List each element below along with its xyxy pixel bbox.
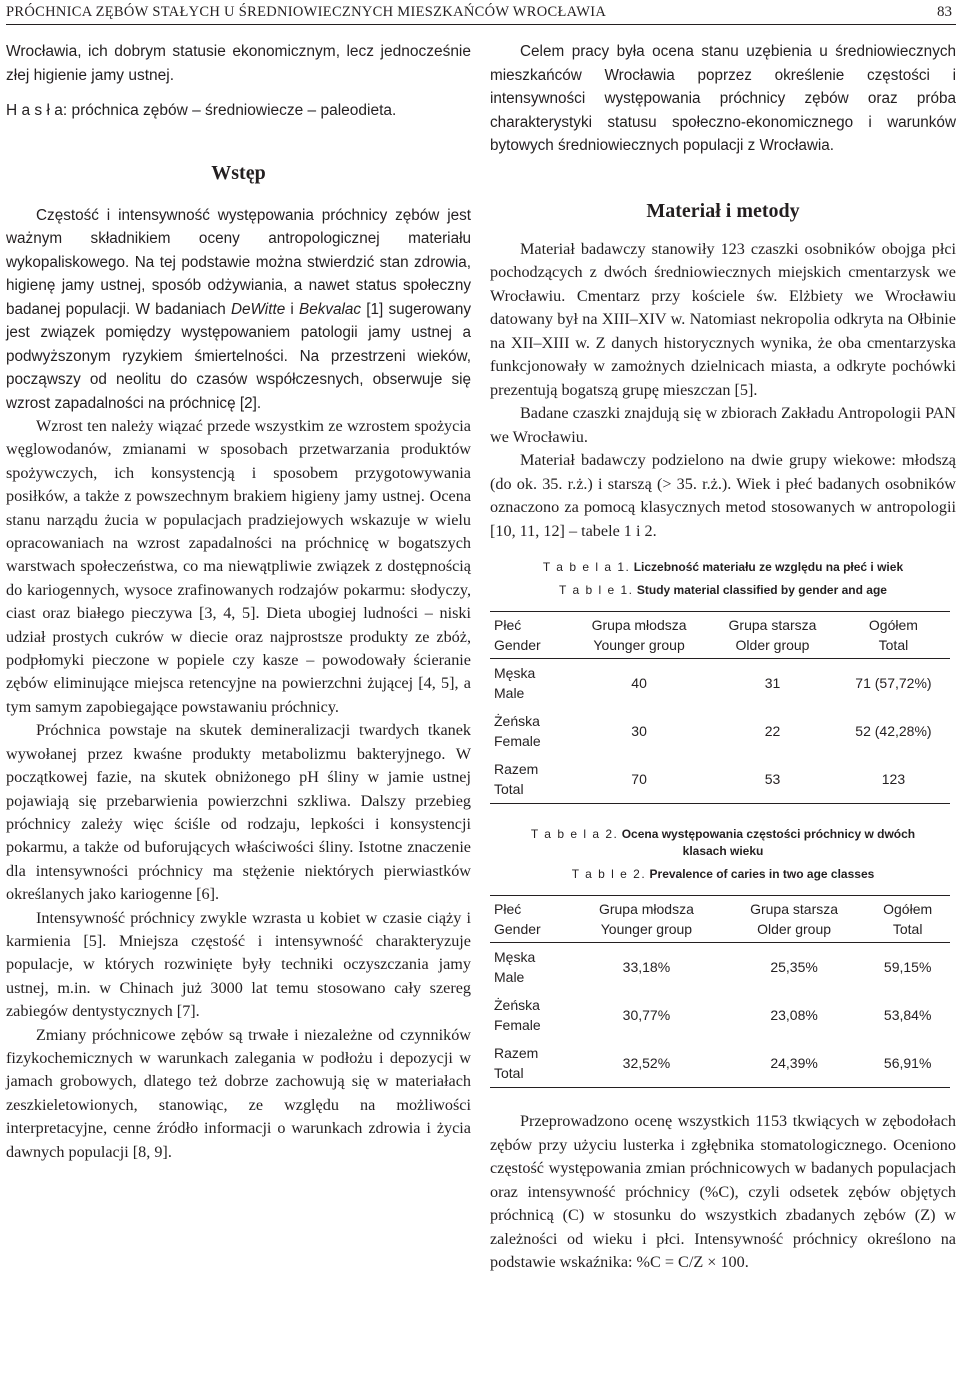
column-header-pl: Grupa młodsza bbox=[591, 617, 687, 633]
table-cell: 30 bbox=[631, 723, 647, 739]
column-header-en: Total bbox=[892, 921, 923, 937]
table-cell: 52 (42,28%) bbox=[855, 723, 932, 739]
p1-text-b: [1] sugerowany jest związek pomiędzy występowaniem patologii jamy ustnej a podwyższonym ryzykiem śmiertelności. Na przestrzeni wieków, począwszy od neolitu do czasów współczesnych, obserwuje się wzrost zapadalności na próchnicę [2]. bbox=[6, 300, 471, 412]
column-header-pl: Płeć bbox=[494, 617, 522, 633]
table-cell: 23,08% bbox=[770, 1007, 818, 1023]
table-1 bbox=[490, 611, 950, 804]
keywords-text: próchnica zębów – średniowiecze – paleodieta. bbox=[71, 102, 397, 119]
row-label-pl: Razem bbox=[494, 1045, 539, 1061]
row-label-en: Female bbox=[494, 1017, 541, 1033]
row-label bbox=[490, 659, 570, 708]
row-label bbox=[490, 991, 570, 1039]
column-header-en: Total bbox=[878, 637, 909, 653]
column-header bbox=[708, 612, 837, 659]
p1-text-a: Częstość i intensywność występowania próchnicy zębów jest ważnym składnikiem oceny antropologicznej materiału wykopaliskowego. Na tej podstawie można stwierdzić stan zdrowia, higienę jamy ustnej, sposób odżywiania, a nawet status społeczny badanej populacji. W badaniach bbox=[6, 206, 471, 318]
author-dewitte: DeWitte bbox=[230, 300, 286, 318]
row-label-pl: Razem bbox=[494, 761, 539, 777]
table-2-caption bbox=[490, 826, 956, 883]
row-label-pl: Męska bbox=[494, 665, 536, 681]
column-header-pl: Ogółem bbox=[868, 617, 918, 633]
running-header bbox=[6, 4, 956, 25]
table-header-row bbox=[490, 612, 950, 659]
table-cell: 70 bbox=[570, 755, 708, 804]
keywords-label: H a s ł a: bbox=[6, 102, 68, 119]
column-header bbox=[837, 612, 950, 659]
right-column bbox=[490, 40, 956, 1275]
column-header-en: Younger group bbox=[600, 921, 693, 937]
table-cell: 59,15% bbox=[883, 959, 932, 975]
methods-paragraph-1: Materiał badawczy stanowiły 123 czaszki osobników obojga płci pochodzących z dwóch średniowiecznych miejskich cmentarzysk we Wrocławiu. Cmentarz przy kościele św. Elżbiety we Wrocławiu datowany był na XIII–XIV w. Natomiast nekropolia odkryta na Ołbinie na XII–XIII w. Z danych historycznych wynika, że oba cmentarzyska funkcjonowały w zamożnych dzielnicach miasta, a odkryte pochówki prezentują bogatszą grupę mieszczan [5]. bbox=[490, 239, 956, 399]
row-label bbox=[490, 1039, 570, 1088]
intro-paragraph-2: Wzrost ten należy wiązać przede wszystkim ze wzrostem spożycia węglowodanów, zmianami w sposobach przetwarzania produktów spożywczych, ich konsystencją i sposobem przygotowywania posiłków, a także z powszechnym brakiem higieny jamy ustnej. Ocena stanu narządu żucia w populacjach pradziejowych wskazuje w wielu opracowaniach na wzrost zapadalności na próchnicę w bogatszych warstwach społeczeństwa, co ma niewątpliwie związek z dostępnością do kariogennych, wysoce zrafinowanych rodzajów pokarmu: słodyczy, ciast oraz białego pieczywa [3, 4, 5]. Dieta ubogiej ludności – niski udział prostych cukrów w diecie oraz najprostsze produkty ze zbóż, podpłomyki pieczone w popiele czy kasze – powodowały ścieranie zębów eliminujące miejsca retencyjne na powierzchni żującej [4, 5], a tym samym zapobiegające powstawaniu próchnicy. bbox=[6, 417, 471, 716]
table-cell: 53,84% bbox=[883, 1007, 932, 1023]
table-cell: 32,52% bbox=[570, 1039, 723, 1088]
table-row bbox=[490, 659, 950, 708]
table-1-title-en: Study material classified by gender and age bbox=[636, 583, 887, 597]
table-row bbox=[490, 707, 950, 755]
left-column bbox=[6, 40, 471, 1164]
table-2-title-pl: Ocena występowania częstości próchnicy w dwóch klasach wieku bbox=[621, 827, 916, 858]
table-cell: 25,35% bbox=[770, 959, 818, 975]
row-label-en: Total bbox=[494, 1065, 524, 1081]
column-header bbox=[570, 612, 708, 659]
methods-paragraph-2: Badane czaszki znajdują się w zbiorach Zakładu Antropologii PAN we Wrocławiu. bbox=[490, 404, 956, 446]
methods-heading: Materiał i metody bbox=[646, 199, 800, 222]
column-header-en: Younger group bbox=[593, 637, 685, 653]
row-label-pl: Żeńska bbox=[494, 997, 540, 1013]
column-header-en: Older group bbox=[735, 637, 810, 653]
table-1-caption bbox=[490, 559, 956, 599]
table-cell: 24,39% bbox=[723, 1039, 865, 1088]
row-label-en: Male bbox=[494, 969, 525, 985]
intro-paragraph-1 bbox=[6, 204, 471, 416]
table-row bbox=[490, 991, 950, 1039]
table-2-caption-pl bbox=[510, 826, 936, 860]
table-2-title-en: Prevalence of caries in two age classes bbox=[649, 867, 875, 881]
running-title: PRÓCHNICA ZĘBÓW STAŁYCH U ŚREDNIOWIECZNYCH MIESZKAŃCÓW WROCŁAWIA bbox=[6, 4, 607, 20]
table-cell: 33,18% bbox=[622, 959, 671, 975]
column-header bbox=[490, 612, 570, 659]
abstract-end: Wrocławia, ich dobrym statusie ekonomicznym, lecz jednocześnie złej higienie jamy ustnej. bbox=[6, 43, 471, 84]
table-1-caption-pl bbox=[490, 559, 956, 576]
table-header-row bbox=[490, 896, 950, 943]
column-header-pl: Płeć bbox=[494, 901, 522, 917]
methods-paragraph-3: Materiał badawczy podzielono na dwie grupy wiekowe: młodszą (do ok. 35. r.ż.) i starszą (> 35. r.ż.). Wiek i płeć badanych osobników oznaczono za pomocą klasycznych metod stosowanych w antropologii [10, 11, 12] – tabele 1 i 2. bbox=[490, 451, 956, 540]
table-cell: 30,77% bbox=[622, 1007, 671, 1023]
column-header bbox=[490, 896, 570, 943]
column-header-pl: Grupa młodsza bbox=[598, 901, 694, 917]
column-header-en: Gender bbox=[494, 637, 541, 653]
table-cell: 123 bbox=[837, 755, 950, 804]
table-2 bbox=[490, 895, 950, 1088]
row-label bbox=[490, 943, 570, 992]
column-header-en: Older group bbox=[757, 921, 832, 937]
table-1-title-pl: Liczebność materiału ze względu na płeć i wiek bbox=[633, 560, 904, 574]
table-row bbox=[490, 1039, 950, 1088]
table-cell: 40 bbox=[631, 675, 647, 691]
table-cell: 71 (57,72%) bbox=[855, 675, 932, 691]
row-label-en: Total bbox=[494, 781, 524, 797]
table-1-caption-en bbox=[490, 582, 956, 599]
table-row bbox=[490, 943, 950, 992]
table-2-label-en: T a b l e 2. bbox=[571, 867, 647, 881]
intro-paragraph-3: Próchnica powstaje na skutek demineralizacji twardych tkanek wywołanej przez kwaśne produkty metabolizmu bakteryjnego. W początkowej fazie, na skutek obniżonego pH śliny w jamie ustnej pojawiają się przebarwienia powierzchni szkliwa. Dalszy przebieg próchnicy zależy więc ściśle od rodzaju, lepkości i konsystencji pokarmu, a także od buforujących właściwości śliny. Istotne znaczenie dla intensywności próchnicy ma stężenie niektórych pierwiastków określanych jako kariogenne [6]. bbox=[6, 721, 471, 904]
row-label-en: Female bbox=[494, 733, 541, 749]
column-header-pl: Grupa starsza bbox=[750, 901, 839, 917]
table-row bbox=[490, 755, 950, 804]
page-number: 83 bbox=[937, 4, 952, 20]
column-header-pl: Grupa starsza bbox=[728, 617, 817, 633]
row-label-pl: Męska bbox=[494, 949, 536, 965]
intro-heading: Wstęp bbox=[211, 161, 266, 184]
row-label bbox=[490, 707, 570, 755]
table-cell: 56,91% bbox=[865, 1039, 950, 1088]
aim-paragraph: Celem pracy była ocena stanu uzębienia u średniowiecznych mieszkańców Wrocławia poprzez określenie częstości i intensywności występowania próchnicy zębów oraz próba charakterystyki statusu społeczno-ekonomicznego i warunków bytowych średniowiecznych populacji z Wrocławia. bbox=[490, 43, 956, 154]
table-cell: 31 bbox=[764, 675, 781, 691]
table-2-caption-en bbox=[510, 866, 936, 883]
table-1-label-pl: T a b e l a 1. bbox=[542, 560, 631, 574]
column-header-pl: Ogółem bbox=[883, 901, 933, 917]
p1-conj: i bbox=[285, 300, 300, 318]
column-header-en: Gender bbox=[494, 921, 541, 937]
table-cell: 22 bbox=[764, 723, 781, 739]
column-header bbox=[723, 896, 865, 943]
row-label bbox=[490, 755, 570, 804]
row-label-en: Male bbox=[494, 685, 525, 701]
row-label-pl: Żeńska bbox=[494, 713, 540, 729]
intro-paragraph-5: Zmiany próchnicowe zębów są trwałe i niezależne od czynników fizykochemicznych w warunkach zalegania w podłożu i depozycji w jamach grobowych, dlatego też dobrze zachowują się w materiałach zeszkieletowionych, stanowiąc, ze względu na możliwości interpretacyjne, cenne źródło informacji o warunkach zdrowia i życia dawnych populacji [8, 9]. bbox=[6, 1025, 471, 1161]
author-bekvalac: Bekvalac bbox=[299, 300, 362, 318]
intro-paragraph-4: Intensywność próchnicy zwykle wzrasta u kobiet w czasie ciąży i karmienia [5]. Mniejsza częstość i intensywność charakteryzuje populacje, w których rozwinięte były techniki oczyszczania jamy ustnej, m.in. w Chinach już 3000 lat temu stosowano cały szereg zabiegów dentystycznych [7]. bbox=[6, 908, 471, 1021]
keywords bbox=[6, 99, 471, 123]
column-header bbox=[865, 896, 950, 943]
table-cell: 53 bbox=[708, 755, 837, 804]
methods-paragraph-4: Przeprowadzono ocenę wszystkich 1153 tkwiących w zębodołach zębów przy użyciu lusterka i zgłębnika stomatologicznego. Oceniono częstość występowania zmian próchnicowych w badanych populacjach oraz intensywność próchnicy (%C), czyli odsetek zębów objętych próchnicą (C) w stosunku do wszystkich zbadanych zębów (Z) w zależności od wieku i płci. Intensywność próchnicy określono na podstawie wskaźnika: %C = C/Z × 100. bbox=[490, 1112, 956, 1271]
column-header bbox=[570, 896, 723, 943]
table-1-label-en: T a b l e 1. bbox=[559, 583, 634, 597]
table-2-label-pl: T a b e l a 2. bbox=[530, 827, 619, 841]
